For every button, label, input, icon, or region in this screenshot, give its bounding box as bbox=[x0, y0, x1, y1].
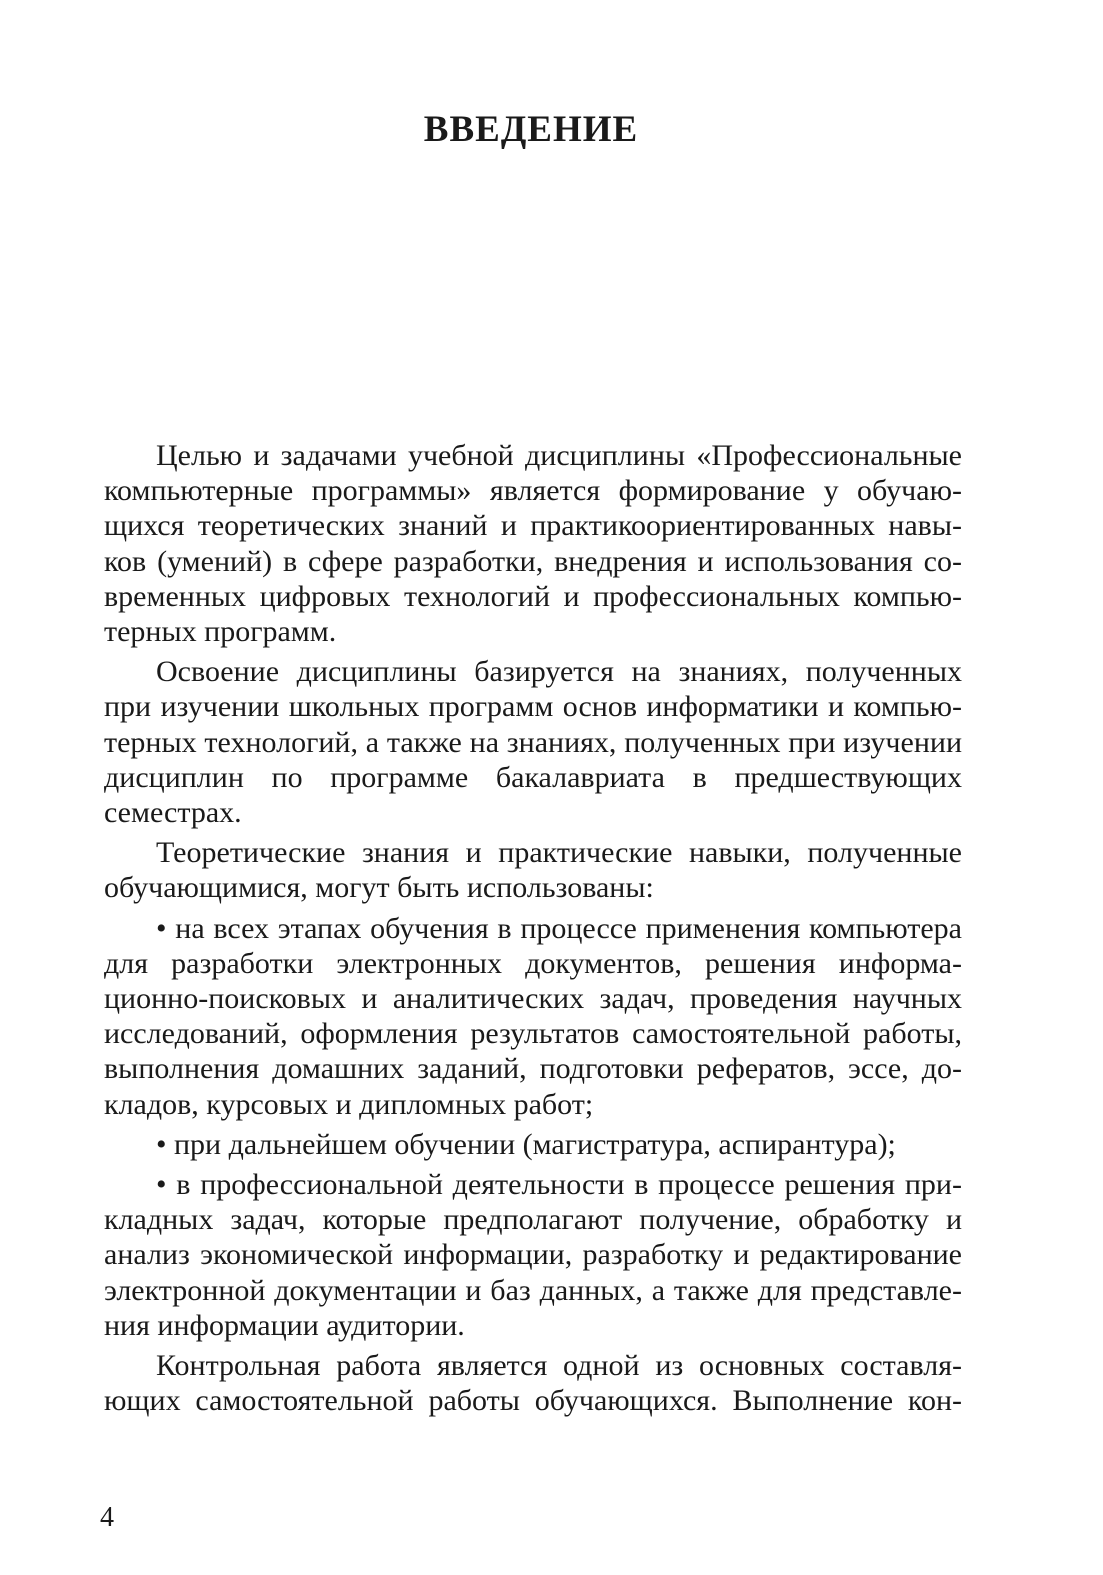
bullet-item: • на всех этапах обучения в процессе применения компьютера для разработки электронных документов, решения информационно-поисковых и аналитических задач, проведения научных исследований, оформления результатов самостоятельной работы, выполнения домашних заданий, подготовки рефератов, эссе, докладов, курсовых и дипломных работ; bbox=[104, 911, 962, 1121]
paragraph-goals: Целью и задачами учебной дисциплины «Профессиональные компьютерные программы» является формирование у обучающихся теоретических знаний и практикоориентированных навыков (умений) в сфере разработки, внедрения и использования современных цифровых технологий и профессиональных компьютерных программ. bbox=[104, 439, 962, 649]
body-text bbox=[104, 438, 962, 1418]
bullet-item: • при дальнейшем обучении (магистратура, аспирантура); bbox=[156, 1127, 896, 1161]
page-number: 4 bbox=[100, 1502, 114, 1533]
page-title: ВВЕДЕНИЕ bbox=[423, 109, 639, 150]
bullet-item: • в профессиональной деятельности в процессе решения прикладных задач, которые предполагают получение, обработку и анализ экономической информации, разработку и редактирование электронной документации и баз данных, а также для представления информации аудитории. bbox=[104, 1168, 962, 1342]
paragraph-usage-intro: Теоретические знания и практические навыки, полученные обучающимися, могут быть использованы: bbox=[104, 836, 962, 905]
paragraph-prerequisites: Освоение дисциплины базируется на знаниях, полученных при изучении школьных программ основ информатики и компьютерных технологий, а также на знаниях, полученных при изучении дисциплин по программе бакалавриата в предшествующих семестрах. bbox=[104, 655, 962, 830]
paragraph-control-work: Контрольная работа является одной из основных составляющих самостоятельной работы обучающихся. Выполнение кон- bbox=[104, 1349, 962, 1418]
